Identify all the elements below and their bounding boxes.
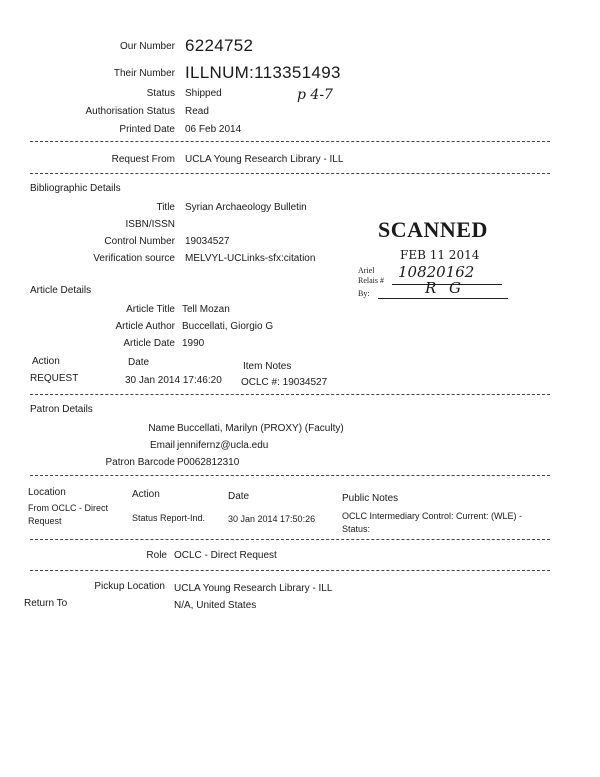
their-number-value: ILLNUM:113351493 [185, 63, 341, 82]
control-number-label: Control Number [104, 236, 175, 247]
article-author-label: Article Author [115, 321, 175, 332]
role-value: OCLC - Direct Request [174, 550, 277, 561]
patron-heading: Patron Details [30, 404, 93, 415]
patron-email-label: Email [149, 440, 175, 451]
our-number-label: Our Number [119, 41, 175, 52]
printed-date-value: 06 Feb 2014 [185, 124, 242, 135]
log-location-line1: From OCLC - Direct [28, 503, 109, 513]
status-value: Shipped [185, 88, 222, 99]
return-to-value: N/A, United States [174, 600, 257, 611]
stamp-ariel-label: Ariel [358, 266, 375, 275]
date-column-header: Date [128, 357, 150, 368]
bibliographic-heading: Bibliographic Details [30, 183, 121, 194]
article-title-label: Article Title [126, 304, 175, 315]
status-handwritten-note: p 4-7 [297, 87, 333, 103]
divider [30, 141, 550, 142]
article-date-label: Article Date [123, 338, 175, 349]
divider [30, 173, 550, 174]
authorisation-status-value: Read [185, 106, 209, 117]
divider [30, 475, 550, 476]
pickup-location-value: UCLA Young Research Library - ILL [174, 583, 333, 594]
article-date-value: 1990 [182, 338, 205, 349]
scanned-stamp-date: FEB 11 2014 [400, 248, 480, 262]
role-label: Role [146, 550, 167, 561]
patron-barcode-value: P0062812310 [177, 457, 240, 468]
log-notes-line1: OCLC Intermediary Control: Current: (WLE) - [342, 511, 523, 521]
log-action-value: Status Report-Ind. [132, 513, 206, 523]
request-from-label: Request From [111, 154, 175, 165]
article-author-value: Buccellati, Giorgio G [182, 321, 274, 332]
public-notes-column-header: Public Notes [342, 493, 399, 504]
action-column-header: Action [32, 356, 60, 367]
divider [30, 570, 550, 571]
divider [30, 539, 550, 540]
stamp-by-label: By: [358, 289, 370, 298]
stamp-by-handwritten: R G [425, 279, 466, 297]
printed-date-label: Printed Date [119, 124, 175, 135]
item-notes-column-header: Item Notes [243, 361, 292, 372]
action-row-notes: OCLC #: 19034527 [241, 377, 328, 388]
title-label: Title [156, 202, 175, 213]
log-notes-line2: Status: [342, 524, 371, 534]
action-row-date: 30 Jan 2014 17:46:20 [125, 375, 222, 386]
status-label: Status [146, 88, 175, 99]
article-title-value: Tell Mozan [182, 304, 230, 315]
verification-source-value: MELVYL-UCLinks-sfx:citation [185, 253, 316, 264]
title-value: Syrian Archaeology Bulletin [185, 202, 307, 213]
stamp-by-line [378, 298, 508, 299]
log-location-line2: Request [28, 516, 62, 526]
their-number-label: Their Number [113, 68, 175, 79]
our-number-value: 6224752 [185, 36, 254, 55]
pickup-location-label: Pickup Location [94, 581, 165, 592]
request-from-value: UCLA Young Research Library - ILL [185, 154, 344, 165]
control-number-value: 19034527 [185, 236, 230, 247]
log-action-column-header: Action [132, 489, 160, 500]
log-date-column-header: Date [228, 491, 250, 502]
authorisation-status-label: Authorisation Status [85, 106, 175, 117]
patron-name-value: Buccellati, Marilyn (PROXY) (Faculty) [177, 423, 344, 434]
isbn-label: ISBN/ISSN [125, 219, 175, 230]
patron-barcode-label: Patron Barcode [105, 457, 175, 468]
divider [30, 394, 550, 395]
log-date-value: 30 Jan 2014 17:50:26 [228, 514, 316, 524]
stamp-relais-label: Relais # [358, 276, 384, 285]
scanned-stamp-title: SCANNED [378, 217, 488, 242]
action-row-action: REQUEST [30, 373, 79, 384]
patron-email-value: jennifernz@ucla.edu [177, 440, 269, 451]
article-heading: Article Details [30, 285, 92, 296]
location-column-header: Location [28, 487, 66, 498]
return-to-label: Return To [24, 598, 68, 609]
verification-source-label: Verification source [93, 253, 175, 264]
stamp-relais-handwritten: 10820162 [398, 263, 475, 281]
patron-name-label: Name [148, 423, 175, 434]
